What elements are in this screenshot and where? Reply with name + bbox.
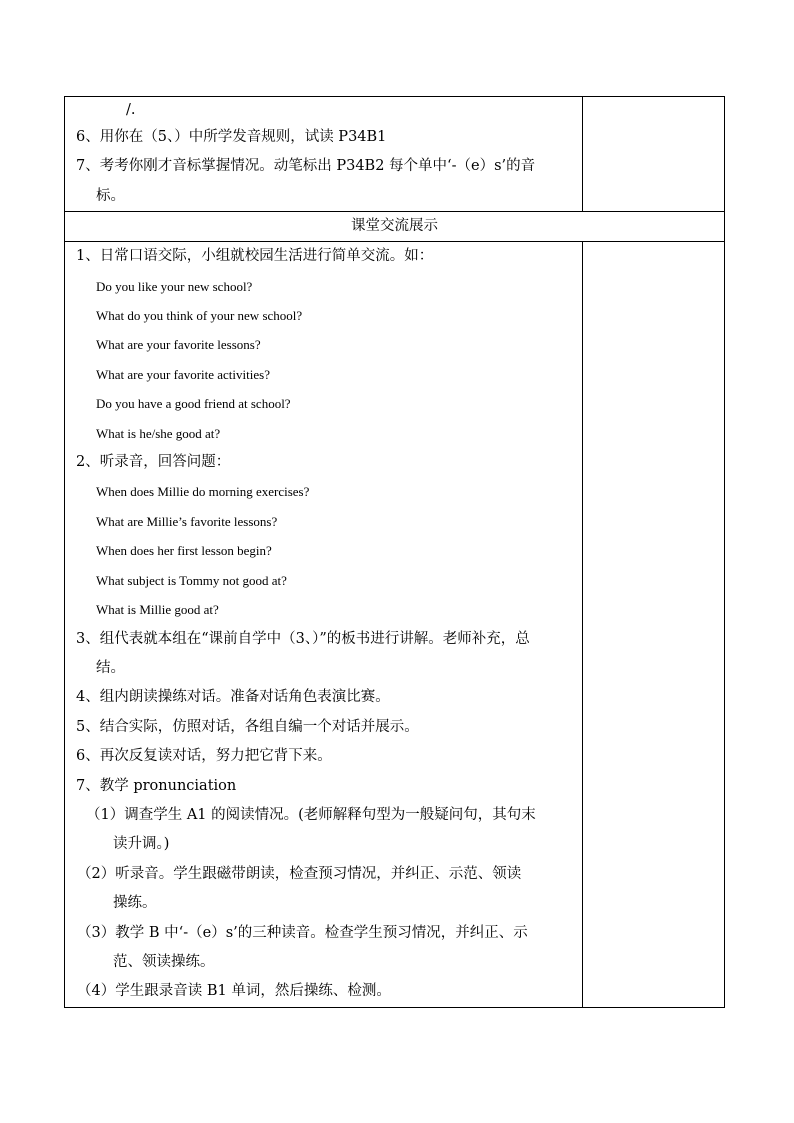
body-notes-cell	[583, 242, 725, 1008]
top-notes-cell	[583, 97, 725, 212]
sub-item-2-line1: （2）听录音。学生跟磁带朗读，检查预习情况，并纠正、示范、领读	[77, 865, 522, 882]
body-item-6: 6、再次反复读对话，努力把它背下来。	[76, 748, 332, 765]
header-row	[65, 212, 725, 242]
sub-item-3-line1: （3）教学 B 中‘-（e）s’的三种读音。检查学生预习情况，并纠正、示	[77, 924, 528, 941]
body-row	[65, 242, 725, 1008]
q1-line: What is he/she good at?	[96, 425, 221, 441]
q2-line: What are Millie’s favorite lessons?	[96, 513, 278, 529]
body-item-3-line1: 3、组代表就本组在“课前自学中（3、）”的板书进行讲解。老师补充，总	[76, 630, 530, 647]
body-item-1: 1、日常口语交际，小组就校园生活进行简单交流。如：	[76, 248, 434, 265]
q2-line: What subject is Tommy not good at?	[96, 572, 287, 588]
body-item-2: 2、听录音，回答问题：	[76, 454, 231, 471]
top-content-cell	[65, 97, 583, 212]
q1-line: What do you think of your new school?	[96, 308, 303, 324]
q2-line: What is Millie good at?	[96, 602, 219, 618]
sub-item-2-line2: 操练。	[113, 895, 157, 912]
top-item-7-line2: 标。	[96, 187, 125, 204]
q2-line: When does her first lesson begin?	[96, 543, 272, 559]
sub-item-1-line2: 读升调。)	[113, 836, 170, 853]
q1-line: What are your favorite activities?	[96, 366, 270, 382]
body-item-5: 5、结合实际，仿照对话，各组自编一个对话并展示。	[76, 718, 419, 735]
top-item-7-line1: 7、考考你刚才音标掌握情况。动笔标出 P34B2 每个单中‘-（e）s’的音	[76, 158, 536, 175]
lesson-plan-table	[64, 96, 725, 1008]
sub-item-4: （4）学生跟录音读 B1 单词，然后操练、检测。	[77, 983, 391, 1000]
sub-item-1-line1: （1）调查学生 A1 的阅读情况。(老师解释句型为一般疑问句，其句末	[86, 806, 536, 823]
slash-fragment: /.	[126, 102, 136, 118]
q1-line: Do you have a good friend at school?	[96, 396, 291, 412]
q2-line: When does Millie do morning exercises?	[96, 484, 310, 500]
body-item-3-line2: 结。	[96, 659, 125, 676]
body-item-4: 4、组内朗读操练对话。准备对话角色表演比赛。	[76, 689, 390, 706]
section-header: 课堂交流展示	[65, 212, 725, 242]
body-item-7: 7、教学 pronunciation	[76, 777, 237, 794]
sub-item-3-line2: 范、领读操练。	[113, 953, 215, 970]
top-row	[65, 97, 725, 212]
top-item-6: 6、用你在（5、）中所学发音规则，试读 P34B1	[76, 129, 387, 145]
body-content-cell	[65, 242, 583, 1008]
q1-line: Do you like your new school?	[96, 278, 253, 294]
q1-line: What are your favorite lessons?	[96, 337, 261, 353]
